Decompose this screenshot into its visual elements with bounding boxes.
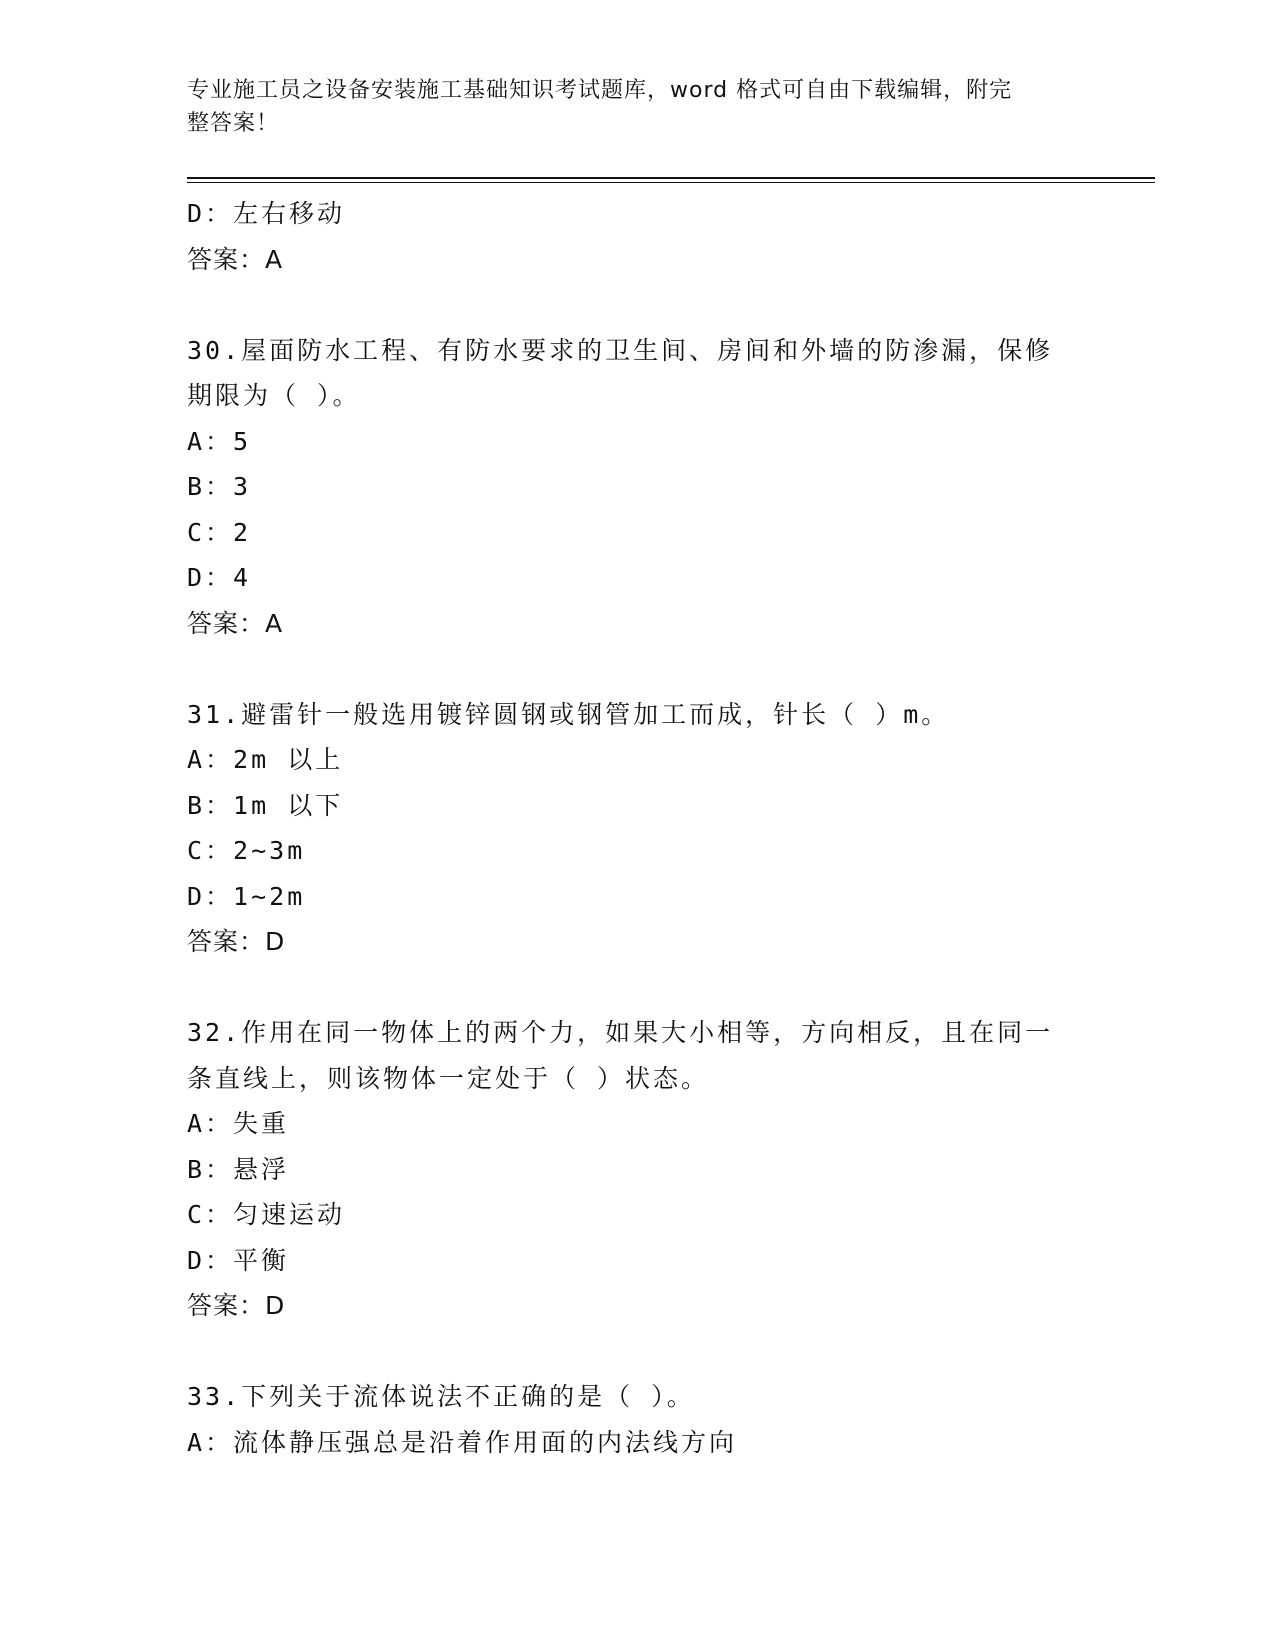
question-31-stem-line-1: 31.避雷针一般选用镀锌圆钢或钢管加工而成，针长（ ）m。 bbox=[187, 699, 950, 729]
question-31-option-c: C：2~3m bbox=[187, 836, 306, 865]
prev-option-d: D：左右移动 bbox=[187, 199, 346, 228]
question-30-option-b: B：3 bbox=[187, 472, 252, 501]
header-line-1: 专业施工员之设备安装施工基础知识考试题库，word 格式可自由下载编辑，附完 bbox=[187, 78, 1013, 103]
question-31-option-d: D：1~2m bbox=[187, 881, 306, 911]
question-32-option-a: A：失重 bbox=[187, 1109, 290, 1138]
spacer bbox=[187, 646, 1087, 692]
question-33-stem-line-1: 33.下列关于流体说法不正确的是（ ）。 bbox=[187, 1382, 695, 1411]
question-31-option-a: A：2m 以上 bbox=[187, 745, 344, 774]
header-line-2: 整答案！ bbox=[187, 111, 280, 136]
spacer bbox=[187, 965, 1087, 1011]
question-30 bbox=[187, 328, 1087, 647]
question-32-option-c: C：匀速运动 bbox=[187, 1200, 346, 1229]
question-31-option-b: B：1m 以下 bbox=[187, 790, 344, 820]
question-30-stem-line-1: 30.屋面防水工程、有防水要求的卫生间、房间和外墙的防渗漏，保修 bbox=[187, 335, 1054, 365]
question-30-option-a: A：5 bbox=[187, 426, 252, 456]
question-32-option-b: B：悬浮 bbox=[187, 1154, 290, 1184]
question-32-option-d: D：平衡 bbox=[187, 1245, 290, 1275]
question-33 bbox=[187, 1374, 1087, 1465]
question-32-stem-line-1: 32.作用在同一物体上的两个力，如果大小相等，方向相反，且在同一 bbox=[187, 1018, 1054, 1047]
document-header bbox=[187, 74, 1067, 140]
question-30-answer: 答案：A bbox=[187, 608, 284, 638]
header-divider-thin bbox=[187, 182, 1155, 183]
spacer bbox=[187, 1329, 1087, 1375]
question-30-option-c: C：2 bbox=[187, 517, 252, 547]
question-32 bbox=[187, 1010, 1087, 1329]
header-divider-thick bbox=[187, 177, 1155, 179]
question-30-option-d: D：4 bbox=[187, 563, 252, 592]
question-list bbox=[187, 191, 1087, 1465]
question-33-option-a: A：流体静压强总是沿着作用面的内法线方向 bbox=[187, 1427, 738, 1457]
question-32-answer: 答案：D bbox=[187, 1291, 286, 1320]
spacer bbox=[187, 282, 1087, 328]
prev-answer: 答案：A bbox=[187, 244, 284, 274]
question-31-answer: 答案：D bbox=[187, 927, 286, 956]
question-31 bbox=[187, 692, 1087, 965]
question-32-stem-line-2: 条直线上，则该物体一定处于（ ）状态。 bbox=[187, 1063, 710, 1093]
question-30-stem-line-2: 期限为（ ）。 bbox=[187, 381, 361, 410]
